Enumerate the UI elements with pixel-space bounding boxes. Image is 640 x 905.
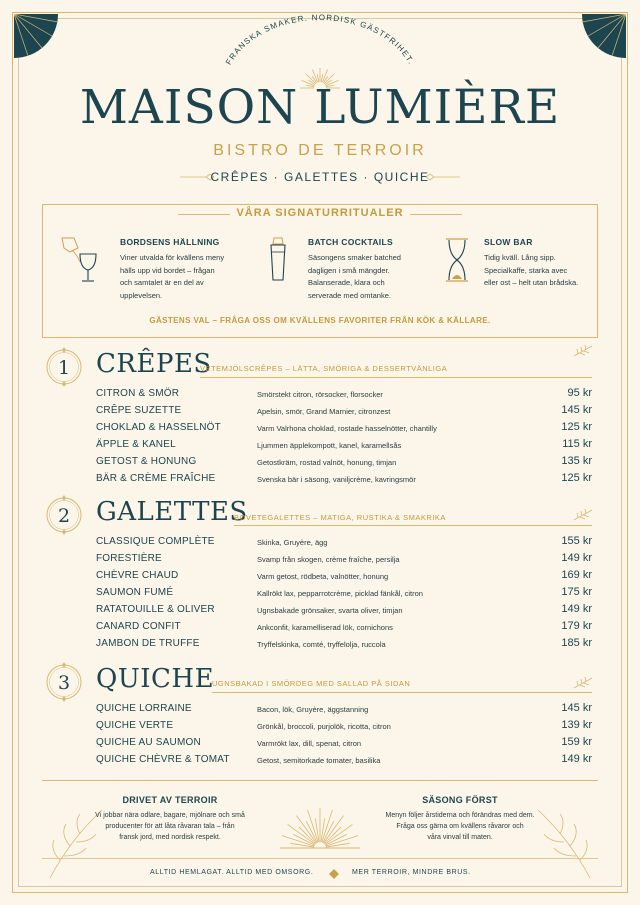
item-name: QUICHE LORRAINE	[96, 703, 192, 714]
page-subtitle: BISTRO DE TERROIR	[213, 142, 427, 159]
item-price: 149 kr	[561, 603, 592, 615]
ornament-right-icon	[426, 172, 460, 182]
section-title: GALETTES	[96, 497, 248, 527]
item-price: 185 kr	[561, 637, 592, 649]
item-description: Kallrökt lax, pepparrotcrème, picklad fänkål, citron	[257, 589, 423, 598]
section-title: QUICHE	[96, 664, 215, 694]
item-price: 175 kr	[561, 586, 592, 598]
section-rule	[234, 525, 592, 526]
item-price: 145 kr	[561, 404, 592, 416]
item-name: GETOST & HONUNG	[96, 456, 197, 467]
item-price: 135 kr	[561, 455, 592, 467]
item-name: RATATOUILLE & OLIVER	[96, 604, 215, 615]
item-name: CHOKLAD & HASSELNÖT	[96, 422, 221, 433]
footer-rule	[42, 858, 598, 859]
item-name: SAUMON FUMÉ	[96, 587, 174, 598]
item-name: QUICHE CHÈVRE & TOMAT	[96, 754, 230, 765]
item-description: Ugnsbakade grönsaker, svarta oliver, timjan	[257, 606, 403, 615]
item-description: Ankconfit, karamelliserad lök, cornichons	[257, 623, 393, 632]
item-description: Varm getost, rödbeta, valnötter, honung	[257, 572, 389, 581]
item-description: Bacon, lök, Gruyère, äggstanning	[257, 705, 369, 714]
section-subtitle: VETEMJÖLSCRÊPES – LÄTTA, SMÖRIGA & DESSERTVÄNLIGA	[200, 364, 448, 373]
item-description: Smörstekt citron, rörsocker, florsocker	[257, 390, 383, 399]
signature-col-text: Säsongens smaker batched dagligen i små mängder. Balanserade, klara och serverade med omtanke.	[308, 253, 401, 300]
signature-col-title: BATCH COCKTAILS	[308, 237, 393, 247]
item-name: QUICHE AU SAUMON	[96, 737, 201, 748]
page-title: MAISON LUMIÈRE	[79, 80, 561, 135]
item-description: Getost, semitorkade tomater, basilika	[257, 756, 381, 765]
sunburst-ray	[296, 816, 316, 844]
sunburst-ray	[288, 824, 316, 844]
bottom-left-text: Vi jobbar nära odlare, bagare, mjölnare och små producenter för att låta råvaran tala – från fransk jord, med nordisk respekt.	[95, 812, 245, 841]
section-number-badge	[44, 495, 84, 535]
category-nav: CRÊPES · GALETTES · QUICHE	[210, 170, 430, 184]
item-name: CLASSIQUE COMPLÈTE	[96, 536, 215, 547]
section-number-badge	[44, 347, 84, 387]
footer-left-text: ALLTID HEMLAGAT. ALLTID MED OMSORG.	[150, 869, 314, 876]
bottom-rule	[42, 780, 598, 781]
section-rule	[212, 692, 592, 693]
section-number: 2	[57, 505, 71, 527]
item-name: QUICHE VERTE	[96, 720, 174, 731]
item-description: Svamp från skogen, crème fraîche, persilja	[257, 555, 400, 564]
signature-col-title: SLOW BAR	[484, 237, 533, 247]
item-price: 139 kr	[561, 719, 592, 731]
arc-tagline	[0, 10, 640, 90]
bottom-left-title: DRIVET AV TERROIR	[122, 795, 218, 805]
item-description: Apelsin, smör, Grand Marnier, citronzest	[257, 407, 391, 416]
signature-col-text: Viner utvalda för kvällens meny hälls upp vid bordet – frågan och samtalet är en del av upplevelsen.	[120, 253, 225, 300]
bottom-right-text: Menyn följer årstiderna och förändras med dem. Fråga oss gärna om kvällens råvaror och våra vinval till maten.	[385, 812, 535, 841]
section-subtitle: BOVETEGALETTES – MATIGA, RUSTIKA & SMAKRIKA	[234, 513, 446, 522]
wine-pour-icon	[58, 236, 102, 284]
svg-text:FRANSKA SMAKER. NORDISK GÄSTFR: FRANSKA SMAKER. NORDISK GÄSTFRIHET.	[223, 12, 417, 67]
leaf-sprig-icon	[572, 508, 594, 522]
item-price: 95 kr	[567, 387, 592, 399]
item-price: 159 kr	[561, 736, 592, 748]
section-rule	[200, 377, 592, 378]
bottom-right-title: SÄSONG FÖRST	[422, 795, 498, 805]
item-name: ÄPPLE & KANEL	[96, 439, 176, 450]
item-name: CITRON & SMÖR	[96, 388, 180, 399]
item-price: 149 kr	[561, 552, 592, 564]
item-description: Skinka, Gruyère, ägg	[257, 538, 328, 547]
item-price: 145 kr	[561, 702, 592, 714]
signature-col-text: Tidig kväll. Lång sipp. Specialkaffe, starka avec eller ost – helt utan brådska.	[484, 253, 579, 287]
leaf-sprig-icon	[572, 676, 594, 690]
item-price: 179 kr	[561, 620, 592, 632]
item-price: 125 kr	[561, 472, 592, 484]
heading-rule-left	[178, 214, 230, 215]
item-description: Varmrökt lax, dill, spenat, citron	[257, 739, 362, 748]
section-number: 1	[57, 357, 71, 379]
item-price: 125 kr	[561, 421, 592, 433]
sunburst-ray	[324, 816, 344, 844]
item-name: CHÈVRE CHAUD	[96, 570, 179, 581]
cocktail-shaker-icon	[262, 236, 296, 284]
item-name: JAMBON DE TRUFFE	[96, 638, 200, 649]
heading-rule-right	[410, 214, 462, 215]
item-price: 169 kr	[561, 569, 592, 581]
item-price: 155 kr	[561, 535, 592, 547]
sunburst-ray	[325, 824, 353, 844]
item-description: Ljummen äpplekompott, kanel, karamellsås	[257, 441, 402, 450]
item-description: Varm Valrhona choklad, rostade hasselnötter, chantilly	[257, 424, 437, 433]
section-number: 3	[57, 672, 71, 694]
item-name: BÄR & CRÈME FRAÎCHE	[96, 473, 216, 484]
item-name: CANARD CONFIT	[96, 621, 181, 632]
section-subtitle: UGNSBAKAD I SMÖRDEG MED SALLAD PÅ SIDAN	[212, 679, 411, 688]
section-number-badge	[44, 662, 84, 702]
footer-right-text: MER TERROIR, MINDRE BRUS.	[352, 869, 471, 876]
diamond-separator-icon	[329, 869, 339, 879]
sunburst-emblem-icon	[272, 800, 368, 852]
item-name: FORESTIÈRE	[96, 553, 162, 564]
item-price: 115 kr	[562, 438, 592, 450]
signature-footer: GÄSTENS VAL – FRÅGA OSS OM KVÄLLENS FAVORITER FRÅN KÖK & KÄLLARE.	[149, 316, 491, 325]
hourglass-icon	[442, 236, 472, 284]
signature-heading: VÅRA SIGNATURRITUALER	[236, 207, 404, 219]
item-name: CRÊPE SUZETTE	[96, 405, 182, 416]
item-description: Svenska bär i säsong, vaniljcrème, kavringsmör	[257, 475, 416, 484]
item-description: Grönkål, broccoli, purjolök, ricotta, citron	[257, 722, 391, 731]
item-description: Tryffelskinka, comté, tryffelolja, ruccola	[257, 640, 386, 649]
section-title: CRÊPES	[96, 349, 212, 379]
leaf-sprig-icon	[572, 344, 594, 358]
item-description: Getostkräm, rostad valnöt, honung, timjan	[257, 458, 397, 467]
signature-col-title: BORDSENS HÄLLNING	[120, 237, 220, 247]
item-price: 149 kr	[561, 753, 592, 765]
